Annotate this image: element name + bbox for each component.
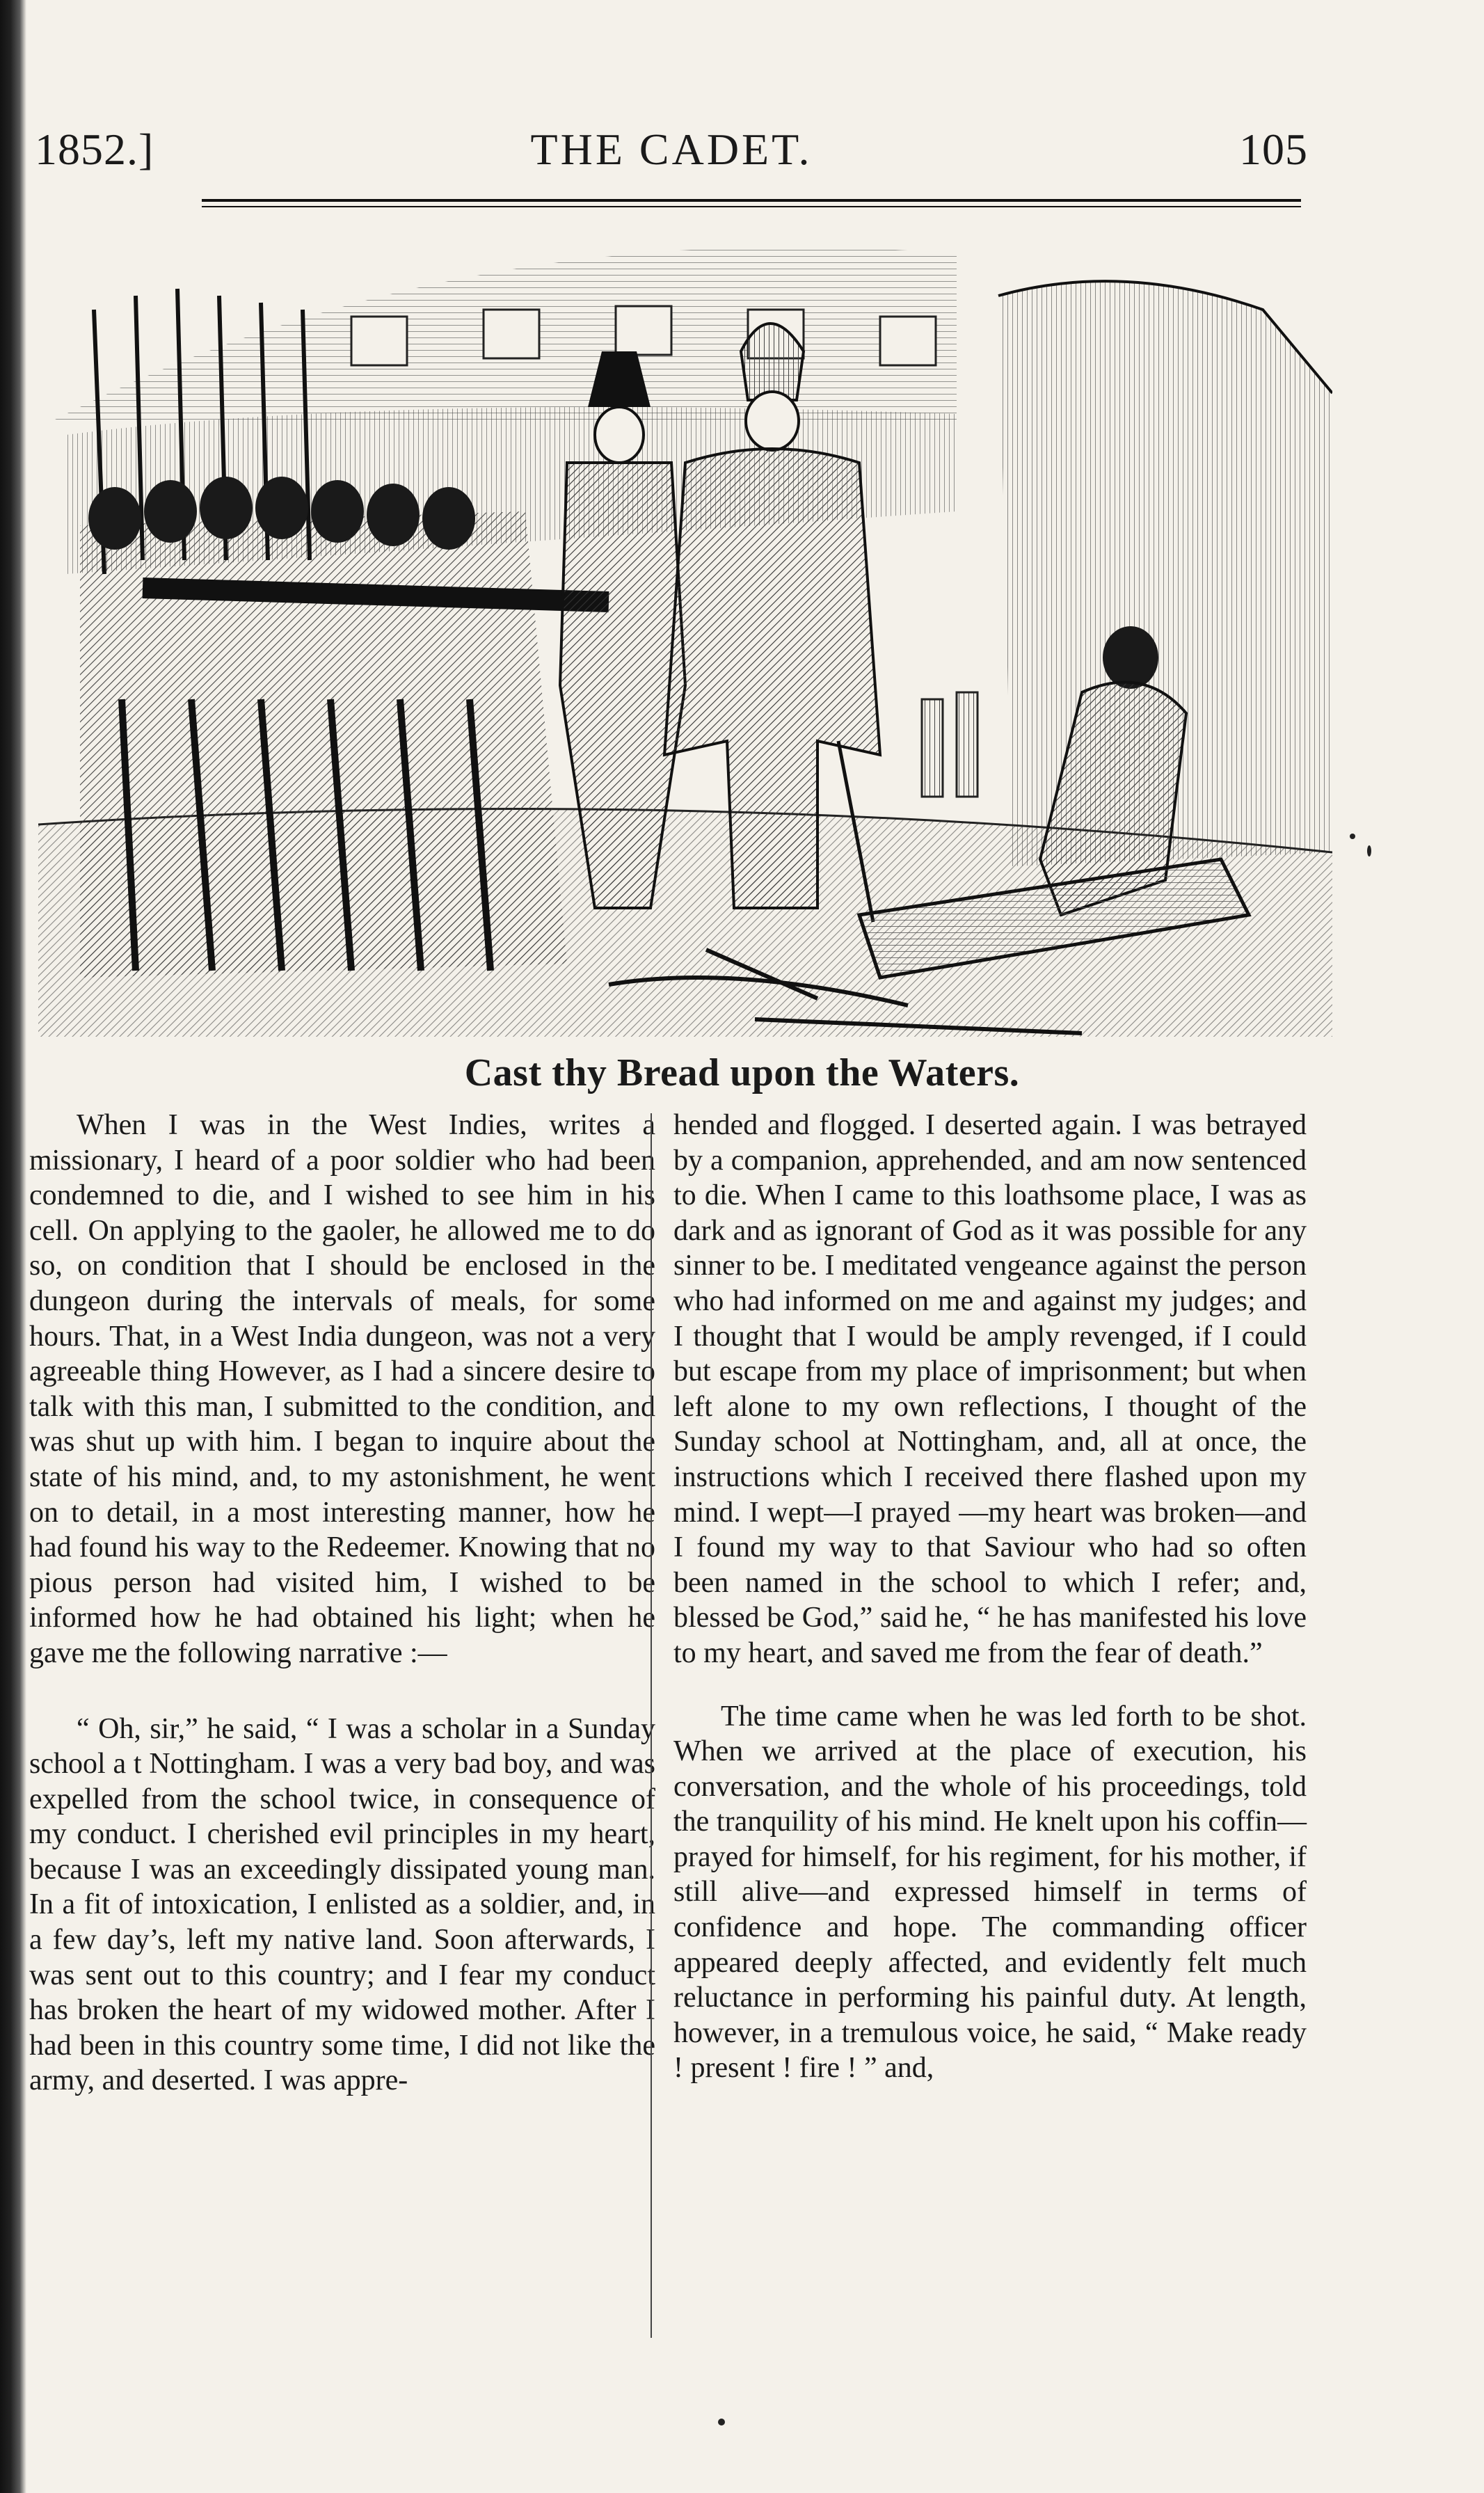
column-divider bbox=[651, 1113, 652, 2338]
page-number: 105 bbox=[1239, 125, 1308, 174]
header-year: 1852.] bbox=[35, 125, 154, 174]
article-title: Cast thy Bread upon the Waters. bbox=[464, 1051, 1020, 1094]
binding-shadow bbox=[0, 0, 26, 2493]
header-rule bbox=[202, 199, 1301, 207]
ink-speck bbox=[1350, 834, 1355, 839]
left-column bbox=[29, 1108, 655, 2339]
paragraph: The time came when he was led forth to be shot. When we arrived at the place of execution, his conversation, and the whole of his proceedings, told the tranquility of his mind. He knelt upon his coffin—prayed for himself, for his regiment, for his mother, if still alive—and expressed himself in terms of confidence and hope. The commanding officer appeared deeply affected, and evidently felt much reluctance in performing his painful duty. At length, however, in a tremulous voice, he said, “ Make ready ! present ! fire ! ” and, bbox=[673, 1700, 1307, 2085]
paragraph: When I was in the West Indies, writes a missionary, I heard of a poor soldier who had been condemned to die, and I wished to see him in his cell. On applying to the gaoler, he allowed me to do so, on condition that I should be enclosed in the dungeon during the intervals of meals, for some hours. That, in a West India dungeon, was not a very agreeable thing However, as I had a sincere desire to talk with this man, I submitted to the condition, and was shut up with him. I began to inquire about the state of his mind, and, to my astonishment, he went on to detail, in a most interesting manner, how he had found his way to the Redeemer. Knowing that no pious person had visited him, I wished to be informed how he had obtained his light; when he gave me the following narrative :— bbox=[29, 1109, 655, 1669]
paragraph: “ Oh, sir,” he said, “ I was a scholar in a Sunday school a t Nottingham. I was a very bad boy, and was expelled from the school twice, in consequence of my conduct. I cherished evil principles in my heart, because I was an exceedingly dissipated young man. In a fit of intoxication, I enlisted as a soldier, and, in a few day’s, left my native land. Soon afterwards, I was sent out to this country; and I fear my conduct has broken the heart of my widowed mother. After I had been in this country some time, I did not like the army, and deserted. I was appre- bbox=[29, 1712, 655, 2097]
ink-speck bbox=[718, 2419, 725, 2426]
paragraph: hended and flogged. I deserted again. I was betrayed by a companion, apprehended, and am now sentenced to die. When I came to this loathsome place, I was as dark and as ignorant of God as it was possible for any sinner to be. I meditated vengeance against the person who had informed on me and against my judges; and I thought that I would be amply revenged, if I could but escape from my place of imprisonment; but when left alone to my own reflections, I thought of the Sunday school at Nottingham, and, all at once, the instructions which I received there flashed upon my mind. I wept—I prayed —my heart was broken—and I found my way to that Saviour who had so often been named in the school to which I refer; and, blessed be God,” said he, “ he has manifested his love to my heart, and saved me from the fear of death.” bbox=[673, 1109, 1307, 1669]
engraving-illustration bbox=[38, 212, 1332, 1037]
header-title: THE CADET. bbox=[530, 125, 813, 174]
right-column bbox=[673, 1108, 1307, 2339]
running-header bbox=[35, 124, 1308, 186]
ink-speck bbox=[1367, 845, 1371, 857]
